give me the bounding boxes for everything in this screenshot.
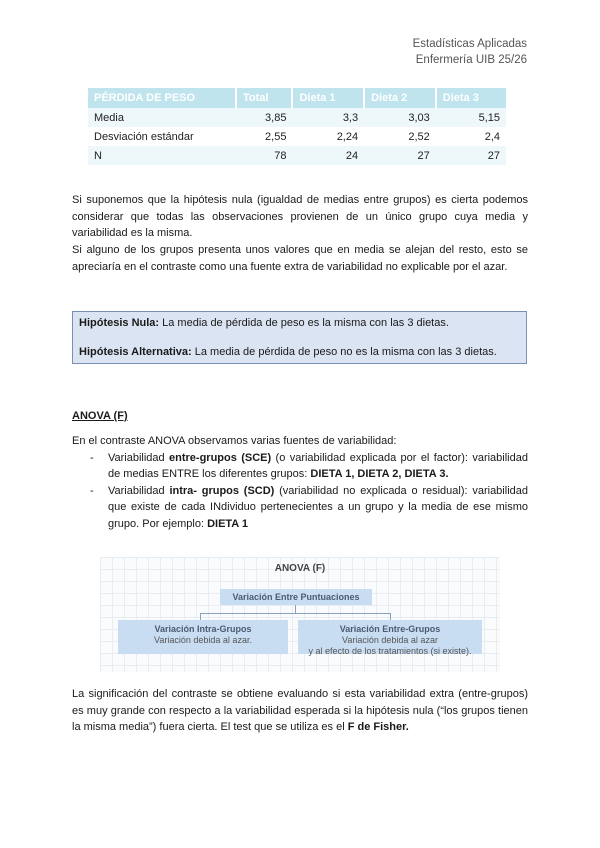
header-institution: Enfermería UIB 25/26: [415, 54, 527, 66]
conclusion-paragraph: [72, 686, 528, 736]
table-cell: 2,24: [292, 127, 364, 146]
null-hypothesis-label: Hipótesis Nula:: [79, 317, 160, 329]
variability-sources: [72, 433, 528, 532]
diagram-within-title: Variación Intra-Grupos: [154, 624, 252, 634]
table-cell: 2,55: [236, 127, 292, 146]
table-cell: 78: [236, 146, 292, 165]
table-row: [88, 127, 506, 146]
diagram-root-label: Variación Entre Puntuaciones: [232, 592, 360, 602]
item-bold: DIETA 1: [207, 517, 249, 530]
table-cell: 3,85: [236, 108, 292, 127]
diagram-connector: [390, 613, 391, 620]
table-cell: 27: [436, 146, 506, 165]
header-course: Estadísticas Aplicadas: [412, 38, 527, 50]
table-cell: 5,15: [436, 108, 506, 127]
item-bold: entre-grupos (SCE): [169, 451, 272, 464]
null-hypothesis: [79, 316, 520, 331]
anova-diagram: [100, 557, 500, 672]
table-row: [88, 146, 506, 165]
alternative-hypothesis: [79, 345, 520, 360]
diagram-within-box: [118, 620, 288, 654]
diagram-between-title: Variación Entre-Grupos: [339, 624, 441, 634]
table-cell: 3,03: [364, 108, 436, 127]
diagram-between-box: [298, 620, 482, 654]
table-cell: 3,3: [292, 108, 364, 127]
item-text: (o variabilidad explicada por el factor): variabilidad de medias ENTRE los diferentes grupos:: [108, 451, 528, 480]
table-cell: Media: [88, 108, 236, 127]
diagram-connector: [200, 613, 201, 620]
item-text: Variabilidad: [108, 484, 170, 497]
item-bold: DIETA 1, DIETA 2, DIETA 3.: [310, 468, 449, 480]
null-hypothesis-paragraph: Si suponemos que la hipótesis nula (igualdad de medias entre grupos) es cierta podemos considerar que todas las observaciones provienen de un único grupo cuya media y variabilidad es la misma.: [72, 194, 528, 239]
conclusion-bold: F de Fisher.: [347, 721, 409, 733]
table-header-row: [88, 88, 506, 108]
weight-loss-table: [88, 88, 506, 165]
item-text: Variabilidad: [108, 451, 170, 464]
diagram-connector: [295, 605, 296, 613]
table-cell: 2,4: [436, 127, 506, 146]
table-header-cell: PÉRDIDA DE PESO: [88, 88, 236, 108]
table-cell: N: [88, 146, 236, 165]
diagram-connector: [200, 613, 390, 614]
table-cell: Desviación estándar: [88, 127, 236, 146]
table-header-cell: Dieta 1: [292, 88, 364, 108]
table-cell: 2,52: [364, 127, 436, 146]
table-header-cell: Dieta 3: [436, 88, 506, 108]
anova-intro: En el contraste ANOVA observamos varias fuentes de variabilidad:: [72, 435, 397, 447]
item-bold: intra- grupos (SCD): [169, 484, 275, 497]
diagram-between-sub: Variación debida al azar: [342, 635, 438, 645]
table-cell: 27: [364, 146, 436, 165]
alternative-hypothesis-label: Hipótesis Alternativa:: [79, 346, 192, 358]
anova-section-title: ANOVA (F): [72, 410, 128, 422]
diagram-between-sub: y al efecto de los tratamientos (si existe).: [308, 646, 472, 656]
item-text: (variabilidad no explicada o residual): variabilidad que existe de cada INdividuo pertenecientes a un grupo y la media de ese mismo grupo. Por ejemplo:: [108, 484, 528, 530]
list-item: - Variabilidad entre-grupos (SCE) (o variabilidad explicada por el factor): variabilidad de medias ENTRE los diferentes grupos: DIETA 1, DIETA 2, DIETA 3.: [90, 451, 528, 480]
table-header-cell: Dieta 2: [364, 88, 436, 108]
table-header-cell: Total: [236, 88, 292, 108]
diagram-root-box: [220, 589, 372, 605]
null-hypothesis-text: La media de pérdida de peso es la misma con las 3 dietas.: [159, 317, 449, 329]
table-cell: 24: [292, 146, 364, 165]
diagram-within-sub: Variación debida al azar.: [154, 635, 252, 645]
conclusion-text: La significación del contraste se obtiene evaluando si esta variabilidad extra (entre-grupos) es muy grande con respecto a la variabilidad esperada si la hipótesis nula (“los grupos tienen la misma media”) fuera cierta. El test que se utiliza es el: [72, 688, 528, 733]
page-header: [413, 36, 527, 68]
hypotheses-box: [72, 311, 527, 364]
diagram-title: ANOVA (F): [274, 563, 326, 574]
extra-variability-paragraph: Si alguno de los grupos presenta unos valores que en media se alejan del resto, esto se apreciaría en el contraste como una fuente extra de variabilidad no explicable por el azar.: [72, 244, 528, 273]
list-item: - Variabilidad intra- grupos (SCD) (variabilidad no explicada o residual): variabilidad que existe de cada INdividuo pertenecientes a un grupo y la media de ese mismo grupo. Por ejemplo: DIETA 1: [90, 484, 528, 530]
table-row: [88, 108, 506, 127]
alternative-hypothesis-text: La media de pérdida de peso no es la misma con las 3 dietas.: [191, 346, 497, 358]
